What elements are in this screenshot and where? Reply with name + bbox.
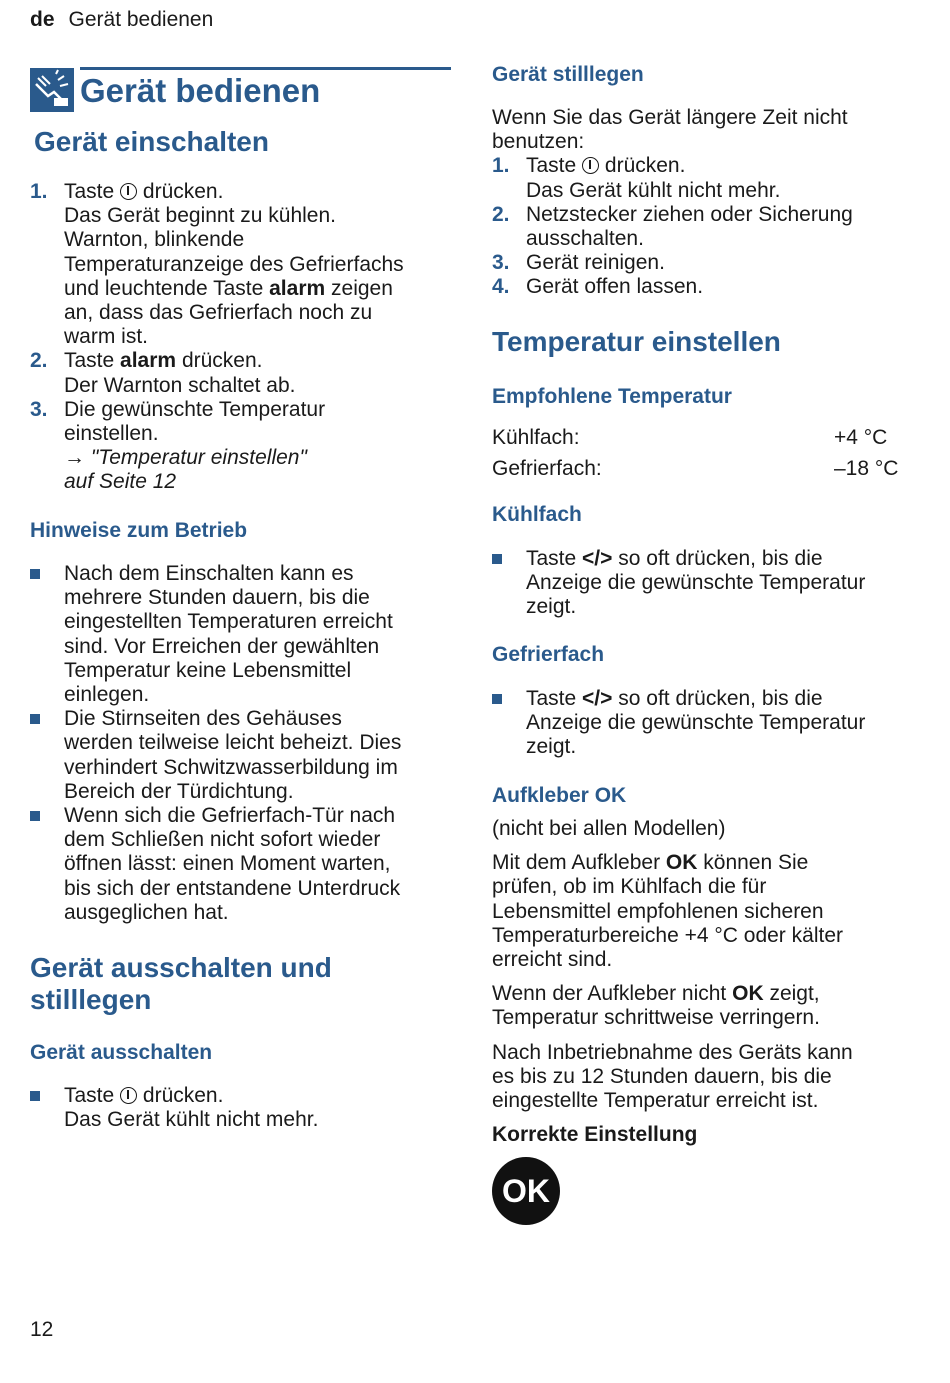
section-title-ausschalten: Gerät ausschalten und stilllegen bbox=[30, 952, 332, 1015]
list-item: Nach dem Einschalten kann es mehrere Stunden dauern, bis die eingestellten Temperaturen erreicht sind. Vor Erreichen der gewählten Temperatur keine Lebensmittel einlegen. bbox=[30, 562, 450, 707]
list-item: Taste </> so oft drücken, bis die Anzeige die gewünschte Temperatur zeigt. bbox=[492, 687, 917, 760]
aufkleber-note: (nicht bei allen Modellen) bbox=[492, 817, 726, 840]
list-item: 3. Gerät reinigen. bbox=[492, 251, 665, 275]
page-header bbox=[30, 8, 213, 32]
list-item: Die Stirnseiten des Gehäuses werden teilweise leicht beheizt. Dies verhindert Schwitzwasserbildung im Bereich der Türdichtung. bbox=[30, 707, 450, 804]
bullet-icon bbox=[492, 694, 502, 704]
stilllegen-block: Wenn Sie das Gerät längere Zeit nicht benutzen: 1. Taste drücken. Das Gerät kühlt nicht mehr. 2. Netzstecker ziehen oder Sicherung ausschalten. 3. Gerät reinigen. 4. Gerät offen lassen. bbox=[492, 106, 917, 300]
korrekte-einstellung-label: Korrekte Einstellung bbox=[492, 1123, 698, 1147]
subsection-title-ausschalten: Gerät ausschalten bbox=[30, 1041, 213, 1064]
chapter-rule bbox=[80, 67, 451, 70]
list-item: Taste </> so oft drücken, bis die Anzeige die gewünschte Temperatur zeigt. bbox=[492, 547, 917, 620]
list-item: 4. Gerät offen lassen. bbox=[492, 275, 704, 299]
list-item: 2. Netzstecker ziehen oder Sicherung ausschalten. bbox=[492, 202, 853, 251]
chapter-title: Gerät bedienen bbox=[80, 72, 321, 109]
header-title: Gerät bedienen bbox=[68, 8, 214, 31]
einschalten-steps bbox=[30, 180, 450, 495]
list-item: 1. Taste drücken. Das Gerät beginnt zu kühlen. Warnton, blinkende Temperaturanzeige des Gefrierfachs und leuchtende Taste alarm zeigen an, dass das Gefrierfach noch zu warm ist. bbox=[30, 180, 404, 349]
section-title-temperatur: Temperatur einstellen bbox=[492, 326, 781, 357]
bullet-icon bbox=[30, 714, 40, 724]
subsection-title-empfohlen: Empfohlene Temperatur bbox=[492, 385, 732, 408]
power-button-icon bbox=[120, 183, 137, 200]
list-item: 2. Taste alarm drücken. Der Warnton schaltet ab. bbox=[30, 349, 296, 397]
paragraph: Nach Inbetriebnahme des Geräts kann es bis zu 12 Stunden dauern, bis die eingestellte Temperatur erreicht ist. bbox=[492, 1040, 853, 1113]
bullet-icon bbox=[30, 811, 40, 821]
page-number: 12 bbox=[30, 1318, 54, 1341]
hand-operating-icon bbox=[30, 68, 74, 112]
subsection-title-kuehlfach: Kühlfach bbox=[492, 503, 582, 526]
cross-reference-link[interactable]: → "Temperatur einstellen" bbox=[64, 446, 307, 470]
power-button-icon bbox=[582, 157, 599, 174]
list-item: 1. Taste drücken. Das Gerät kühlt nicht mehr. bbox=[492, 154, 781, 202]
hinweise-list bbox=[30, 562, 450, 925]
temperature-table bbox=[492, 422, 914, 484]
section-title-einschalten: Gerät einschalten bbox=[34, 126, 269, 157]
table-row: Gefrierfach: –18 °C bbox=[492, 457, 899, 480]
language-code: de bbox=[30, 8, 55, 31]
bullet-icon bbox=[30, 1091, 40, 1101]
paragraph: Mit dem Aufkleber OK können Sie prüfen, ob im Kühlfach die für Lebensmittel empfohlenen sicheren Temperaturbereiche +4 °C oder kälter erreicht sind. bbox=[492, 851, 843, 972]
table-row: Kühlfach: +4 °C bbox=[492, 426, 888, 449]
bullet-icon bbox=[492, 554, 502, 564]
list-item: Taste drücken. Das Gerät kühlt nicht mehr. bbox=[30, 1084, 450, 1132]
subsection-title-gefrierfach: Gefrierfach bbox=[492, 643, 605, 666]
list-item: Wenn sich die Gefrierfach-Tür nach dem Schließen nicht sofort wieder öffnen lässt: einen Moment warten, bis sich der entstandene Unterdruck ausgeglichen hat. bbox=[30, 804, 450, 925]
subsection-title-aufkleber: Aufkleber OK bbox=[492, 784, 627, 807]
ausschalten-list bbox=[30, 1084, 450, 1132]
bullet-icon bbox=[30, 569, 40, 579]
kuehlfach-list bbox=[492, 547, 917, 620]
arrow-right-icon: → bbox=[64, 446, 85, 470]
ok-sticker-icon: OK bbox=[492, 1157, 560, 1225]
list-item: 3. Die gewünschte Temperatur einstellen. → "Temperatur einstellen" auf Seite 12 bbox=[30, 398, 450, 495]
subsection-title-hinweise: Hinweise zum Betrieb bbox=[30, 519, 248, 542]
subsection-title-stilllegen: Gerät stilllegen bbox=[492, 63, 644, 86]
gefrierfach-list bbox=[492, 687, 917, 760]
power-button-icon bbox=[120, 1087, 137, 1104]
paragraph: Wenn der Aufkleber nicht OK zeigt, Temperatur schrittweise verringern. bbox=[492, 982, 820, 1030]
aufkleber-block bbox=[492, 817, 917, 1147]
